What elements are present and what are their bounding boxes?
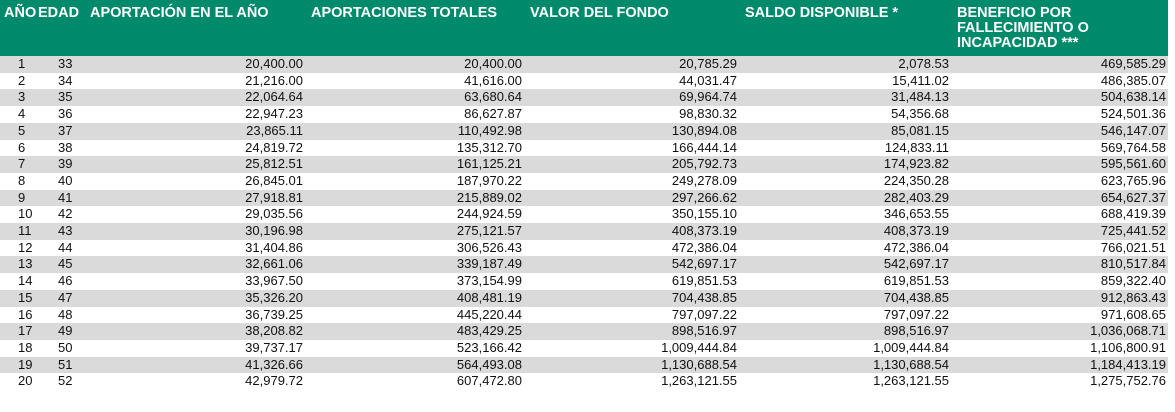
table-header [0, 0, 1168, 56]
cell-edad: 45 [38, 256, 86, 273]
cell-aportaciones-totales: 86,627.87 [307, 106, 526, 123]
cell-ano: 5 [0, 123, 38, 140]
cell-aportacion-anio: 36,739.25 [86, 307, 307, 324]
cell-saldo-disponible: 472,386.04 [741, 240, 953, 257]
cell-valor-fondo: 1,130,688.54 [526, 357, 741, 374]
cell-valor-fondo: 44,031.47 [526, 73, 741, 90]
cell-ano: 3 [0, 89, 38, 106]
cell-edad: 48 [38, 307, 86, 324]
cell-saldo-disponible: 704,438.85 [741, 290, 953, 307]
cell-aportacion-anio: 20,400.00 [86, 56, 307, 73]
cell-aportaciones-totales: 607,472.80 [307, 373, 526, 390]
cell-aportaciones-totales: 244,924.59 [307, 206, 526, 223]
cell-beneficio: 1,184,413.19 [953, 357, 1168, 374]
cell-saldo-disponible: 85,081.15 [741, 123, 953, 140]
cell-aportaciones-totales: 408,481.19 [307, 290, 526, 307]
cell-saldo-disponible: 174,923.82 [741, 156, 953, 173]
table-row [0, 106, 1168, 123]
cell-edad: 33 [38, 56, 86, 73]
cell-ano: 20 [0, 373, 38, 390]
cell-saldo-disponible: 797,097.22 [741, 307, 953, 324]
cell-saldo-disponible: 282,403.29 [741, 190, 953, 207]
header-aportacion-anio: APORTACIÓN EN EL AÑO [86, 0, 307, 56]
table-row [0, 123, 1168, 140]
cell-beneficio: 1,106,800.91 [953, 340, 1168, 357]
cell-valor-fondo: 797,097.22 [526, 307, 741, 324]
cell-aportaciones-totales: 161,125.21 [307, 156, 526, 173]
cell-saldo-disponible: 1,130,688.54 [741, 357, 953, 374]
cell-ano: 18 [0, 340, 38, 357]
cell-aportacion-anio: 24,819.72 [86, 140, 307, 157]
cell-edad: 42 [38, 206, 86, 223]
table-row [0, 173, 1168, 190]
cell-ano: 12 [0, 240, 38, 257]
cell-beneficio: 725,441.52 [953, 223, 1168, 240]
cell-valor-fondo: 130,894.08 [526, 123, 741, 140]
cell-ano: 9 [0, 190, 38, 207]
table-row [0, 73, 1168, 90]
cell-edad: 37 [38, 123, 86, 140]
cell-beneficio: 524,501.36 [953, 106, 1168, 123]
cell-edad: 36 [38, 106, 86, 123]
cell-beneficio: 504,638.14 [953, 89, 1168, 106]
cell-aportaciones-totales: 63,680.64 [307, 89, 526, 106]
cell-beneficio: 623,765.96 [953, 173, 1168, 190]
cell-edad: 47 [38, 290, 86, 307]
cell-beneficio: 971,608.65 [953, 307, 1168, 324]
cell-aportaciones-totales: 306,526.43 [307, 240, 526, 257]
cell-valor-fondo: 898,516.97 [526, 323, 741, 340]
cell-ano: 13 [0, 256, 38, 273]
cell-ano: 14 [0, 273, 38, 290]
cell-valor-fondo: 297,266.62 [526, 190, 741, 207]
cell-aportacion-anio: 33,967.50 [86, 273, 307, 290]
cell-beneficio: 1,036,068.71 [953, 323, 1168, 340]
cell-ano: 15 [0, 290, 38, 307]
cell-aportaciones-totales: 339,187.49 [307, 256, 526, 273]
header-valor-fondo: VALOR DEL FONDO [526, 0, 741, 56]
cell-edad: 43 [38, 223, 86, 240]
cell-valor-fondo: 166,444.14 [526, 140, 741, 157]
cell-aportaciones-totales: 41,616.00 [307, 73, 526, 90]
cell-valor-fondo: 350,155.10 [526, 206, 741, 223]
cell-aportacion-anio: 22,947.23 [86, 106, 307, 123]
table-row [0, 307, 1168, 324]
cell-beneficio: 569,764.58 [953, 140, 1168, 157]
table-row [0, 56, 1168, 73]
header-aportaciones-totales: APORTACIONES TOTALES [307, 0, 526, 56]
cell-edad: 51 [38, 357, 86, 374]
table-row [0, 373, 1168, 390]
cell-edad: 46 [38, 273, 86, 290]
cell-aportaciones-totales: 135,312.70 [307, 140, 526, 157]
cell-aportacion-anio: 30,196.98 [86, 223, 307, 240]
table-row [0, 340, 1168, 357]
cell-beneficio: 595,561.60 [953, 156, 1168, 173]
cell-ano: 8 [0, 173, 38, 190]
cell-aportaciones-totales: 564,493.08 [307, 357, 526, 374]
cell-aportaciones-totales: 110,492.98 [307, 123, 526, 140]
cell-valor-fondo: 69,964.74 [526, 89, 741, 106]
table-row [0, 240, 1168, 257]
cell-ano: 19 [0, 357, 38, 374]
table-row [0, 206, 1168, 223]
cell-aportacion-anio: 23,865.11 [86, 123, 307, 140]
cell-saldo-disponible: 408,373.19 [741, 223, 953, 240]
table-row [0, 156, 1168, 173]
cell-valor-fondo: 20,785.29 [526, 56, 741, 73]
cell-edad: 34 [38, 73, 86, 90]
cell-saldo-disponible: 2,078.53 [741, 56, 953, 73]
table-row [0, 357, 1168, 374]
cell-valor-fondo: 98,830.32 [526, 106, 741, 123]
cell-edad: 38 [38, 140, 86, 157]
cell-edad: 52 [38, 373, 86, 390]
cell-beneficio: 1,275,752.76 [953, 373, 1168, 390]
table-row [0, 256, 1168, 273]
cell-saldo-disponible: 1,009,444.84 [741, 340, 953, 357]
cell-aportaciones-totales: 215,889.02 [307, 190, 526, 207]
cell-valor-fondo: 408,373.19 [526, 223, 741, 240]
cell-saldo-disponible: 1,263,121.55 [741, 373, 953, 390]
table-row [0, 190, 1168, 207]
cell-saldo-disponible: 124,833.11 [741, 140, 953, 157]
table-body [0, 56, 1168, 390]
cell-aportacion-anio: 39,737.17 [86, 340, 307, 357]
cell-aportacion-anio: 25,812.51 [86, 156, 307, 173]
cell-beneficio: 546,147.07 [953, 123, 1168, 140]
cell-edad: 35 [38, 89, 86, 106]
cell-beneficio: 766,021.51 [953, 240, 1168, 257]
cell-ano: 10 [0, 206, 38, 223]
cell-aportacion-anio: 22,064.64 [86, 89, 307, 106]
cell-aportaciones-totales: 187,970.22 [307, 173, 526, 190]
cell-valor-fondo: 704,438.85 [526, 290, 741, 307]
cell-beneficio: 654,627.37 [953, 190, 1168, 207]
cell-beneficio: 469,585.29 [953, 56, 1168, 73]
cell-saldo-disponible: 54,356.68 [741, 106, 953, 123]
header-row [0, 0, 1168, 56]
cell-aportacion-anio: 32,661.06 [86, 256, 307, 273]
cell-valor-fondo: 619,851.53 [526, 273, 741, 290]
cell-edad: 44 [38, 240, 86, 257]
cell-valor-fondo: 1,263,121.55 [526, 373, 741, 390]
cell-aportacion-anio: 38,208.82 [86, 323, 307, 340]
cell-valor-fondo: 249,278.09 [526, 173, 741, 190]
cell-beneficio: 859,322.40 [953, 273, 1168, 290]
cell-ano: 7 [0, 156, 38, 173]
cell-ano: 6 [0, 140, 38, 157]
cell-saldo-disponible: 542,697.17 [741, 256, 953, 273]
cell-aportaciones-totales: 445,220.44 [307, 307, 526, 324]
cell-ano: 11 [0, 223, 38, 240]
cell-ano: 1 [0, 56, 38, 73]
cell-ano: 17 [0, 323, 38, 340]
cell-edad: 40 [38, 173, 86, 190]
table-row [0, 273, 1168, 290]
header-ano: AÑO [0, 0, 38, 56]
cell-saldo-disponible: 619,851.53 [741, 273, 953, 290]
cell-saldo-disponible: 224,350.28 [741, 173, 953, 190]
table-row [0, 290, 1168, 307]
cell-aportaciones-totales: 483,429.25 [307, 323, 526, 340]
header-edad: EDAD [38, 0, 86, 56]
cell-aportacion-anio: 21,216.00 [86, 73, 307, 90]
cell-beneficio: 912,863.43 [953, 290, 1168, 307]
cell-edad: 50 [38, 340, 86, 357]
cell-ano: 16 [0, 307, 38, 324]
cell-aportacion-anio: 42,979.72 [86, 373, 307, 390]
cell-aportaciones-totales: 373,154.99 [307, 273, 526, 290]
cell-valor-fondo: 1,009,444.84 [526, 340, 741, 357]
header-saldo-disponible: SALDO DISPONIBLE * [741, 0, 953, 56]
table-row [0, 140, 1168, 157]
cell-aportaciones-totales: 275,121.57 [307, 223, 526, 240]
cell-edad: 41 [38, 190, 86, 207]
cell-valor-fondo: 472,386.04 [526, 240, 741, 257]
cell-saldo-disponible: 15,411.02 [741, 73, 953, 90]
cell-aportaciones-totales: 20,400.00 [307, 56, 526, 73]
cell-aportaciones-totales: 523,166.42 [307, 340, 526, 357]
cell-ano: 2 [0, 73, 38, 90]
cell-valor-fondo: 205,792.73 [526, 156, 741, 173]
cell-beneficio: 486,385.07 [953, 73, 1168, 90]
table-row [0, 223, 1168, 240]
cell-valor-fondo: 542,697.17 [526, 256, 741, 273]
cell-beneficio: 810,517.84 [953, 256, 1168, 273]
cell-aportacion-anio: 35,326.20 [86, 290, 307, 307]
cell-saldo-disponible: 898,516.97 [741, 323, 953, 340]
cell-aportacion-anio: 41,326.66 [86, 357, 307, 374]
cell-aportacion-anio: 29,035.56 [86, 206, 307, 223]
cell-ano: 4 [0, 106, 38, 123]
cell-aportacion-anio: 26,845.01 [86, 173, 307, 190]
cell-edad: 39 [38, 156, 86, 173]
table-row [0, 89, 1168, 106]
cell-edad: 49 [38, 323, 86, 340]
cell-saldo-disponible: 346,653.55 [741, 206, 953, 223]
cell-beneficio: 688,419.39 [953, 206, 1168, 223]
cell-saldo-disponible: 31,484.13 [741, 89, 953, 106]
cell-aportacion-anio: 27,918.81 [86, 190, 307, 207]
table-row [0, 323, 1168, 340]
header-beneficio: BENEFICIO POR FALLECIMIENTO O INCAPACIDAD *** [953, 0, 1168, 56]
cell-aportacion-anio: 31,404.86 [86, 240, 307, 257]
